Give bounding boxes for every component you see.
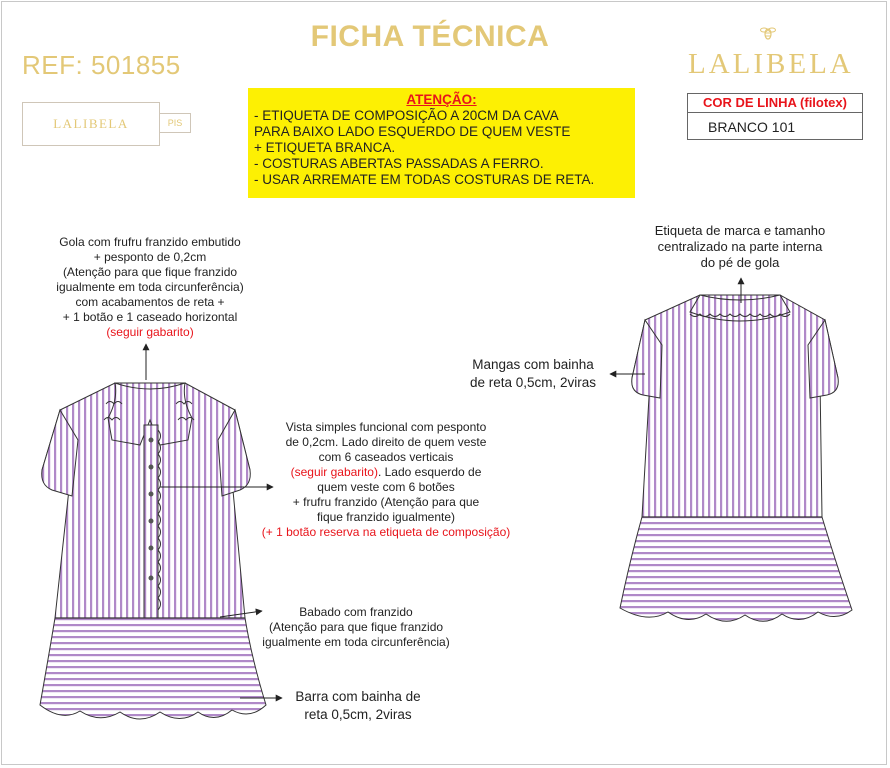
note-line: (Atenção para que fique franzido <box>62 265 238 279</box>
note-line: Vista simples funcional com pesponto <box>285 420 487 434</box>
attention-heading: ATENÇÃO: <box>406 92 477 107</box>
reference-code: REF: 501855 <box>22 50 181 80</box>
front-ruffle-skirt <box>40 618 266 719</box>
note-line: + frufru franzido (Atenção para que <box>292 495 480 509</box>
collar-note <box>30 235 270 340</box>
note-line-red: (+ 1 botão reserva na etiqueta de composição) <box>261 525 511 539</box>
back-bodice <box>632 295 838 517</box>
note-line: centralizado na parte interna <box>657 239 823 254</box>
thread-color-title: COR DE LINHA (filotex) <box>688 94 862 113</box>
note-line-red: (seguir gabarito) <box>106 325 194 339</box>
hem-note <box>278 688 438 724</box>
label-tag-tab: PIS <box>159 113 191 133</box>
note-line: quem veste com 6 botões <box>317 480 455 494</box>
attention-line: - USAR ARREMATE EM TODAS COSTURAS DE RETA. <box>254 172 595 187</box>
note-text: . Lado esquerdo de <box>377 465 482 479</box>
note-line: de 0,2cm. Lado direito de quem veste <box>285 435 487 449</box>
attention-line: - COSTURAS ABERTAS PASSADAS A FERRO. <box>254 156 544 171</box>
attention-line: PARA BAIXO LADO ESQUERDO DE QUEM VESTE <box>254 124 571 139</box>
page-title: FICHA TÉCNICA <box>310 20 550 53</box>
placket-note <box>236 420 536 540</box>
note-line: Barra com bainha de <box>295 689 421 704</box>
note-line: Babado com franzido <box>299 605 413 619</box>
note-line: + 1 botão e 1 caseado horizontal <box>62 310 238 324</box>
note-line: com 6 caseados verticais <box>318 450 454 464</box>
note-line: reta 0,5cm, 2viras <box>304 707 412 722</box>
label-tag: LALIBELA <box>22 102 160 146</box>
note-line: Gola com frufru franzido embutido <box>59 235 241 249</box>
front-dress-drawing <box>40 383 266 719</box>
note-line: de reta 0,5cm, 2viras <box>469 375 597 390</box>
note-line: do pé de gola <box>700 255 780 270</box>
note-line <box>236 465 536 480</box>
brand-logo: LALIBELA <box>688 48 854 80</box>
note-line: (Atenção para que fique franzido <box>268 620 444 634</box>
note-line: igualmente em toda circunferência) <box>262 635 450 649</box>
note-line: igualmente em toda circunferência) <box>56 280 244 294</box>
thread-color-value: BRANCO 101 <box>708 119 796 135</box>
ruffle-note <box>236 605 476 650</box>
note-red-text: (seguir gabarito) <box>290 465 378 479</box>
back-ruffle-skirt <box>620 517 852 621</box>
sleeves-note <box>450 356 616 392</box>
attention-line: + ETIQUETA BRANCA. <box>254 140 396 155</box>
attention-line: - ETIQUETA DE COMPOSIÇÃO A 20CM DA CAVA <box>254 108 559 123</box>
back-dress-drawing <box>620 295 852 621</box>
back-label-note <box>630 223 850 271</box>
note-line: + pesponto de 0,2cm <box>93 250 207 264</box>
note-line: com acabamentos de reta + <box>75 295 225 309</box>
note-line: fique franzido igualmente) <box>316 510 456 524</box>
note-line: Etiqueta de marca e tamanho <box>654 223 826 238</box>
note-line: Mangas com bainha <box>472 357 594 372</box>
